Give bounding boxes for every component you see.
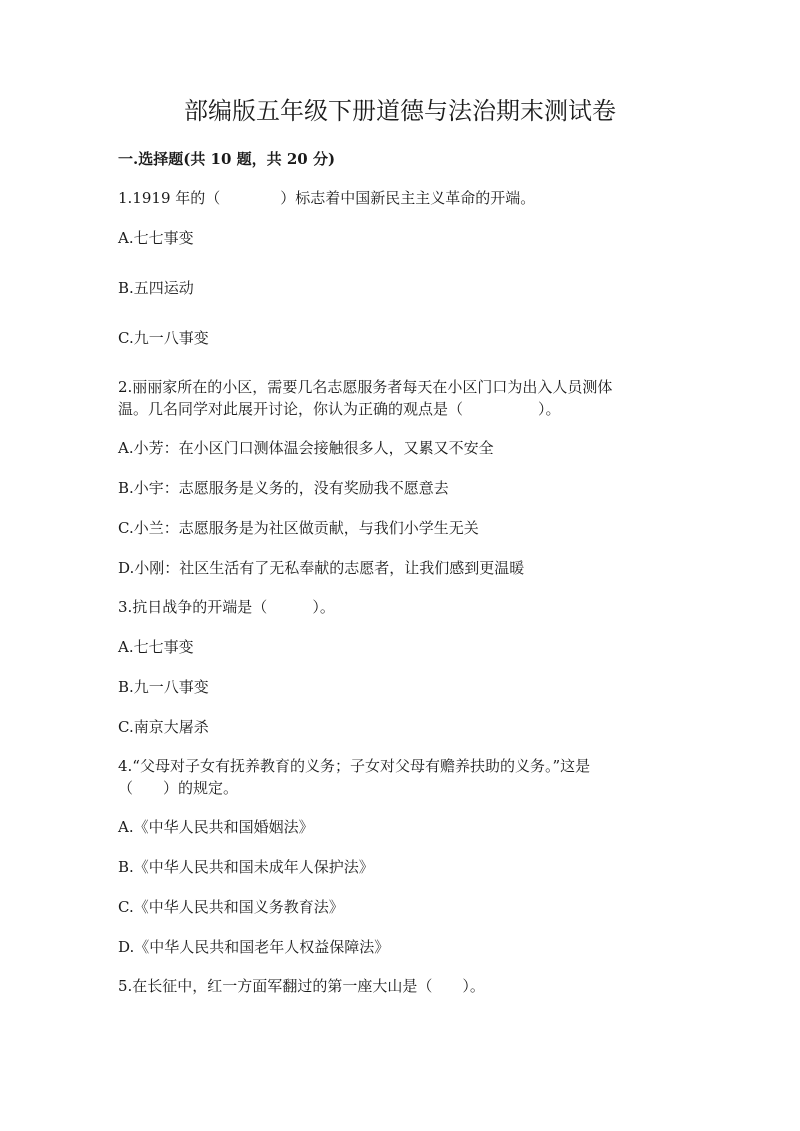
- question-1-option-a: A.七七事变: [118, 229, 194, 247]
- question-2-stem-line-2: 温。几名同学对此展开讨论，你认为正确的观点是（ ）。: [118, 400, 561, 418]
- question-2-option-c: C.小兰：志愿服务是为社区做贡献，与我们小学生无关: [118, 519, 479, 537]
- question-4-stem-line-1: 4.“父母对子女有抚养教育的义务；子女对父母有赡养扶助的义务。”这是: [118, 757, 591, 775]
- question-4-option-a: A.《中华人民共和国婚姻法》: [118, 818, 314, 836]
- question-3-option-c: C.南京大屠杀: [118, 718, 209, 736]
- question-2-option-d: D.小刚：社区生活有了无私奉献的志愿者，让我们感到更温暖: [118, 559, 525, 577]
- question-2-option-a: A.小芳：在小区门口测体温会接触很多人，又累又不安全: [118, 439, 494, 457]
- question-1-option-c: C.九一八事变: [118, 329, 209, 347]
- section-heading: 一.选择题(共 10 题，共 20 分): [118, 150, 336, 168]
- question-4-option-c: C.《中华人民共和国义务教育法》: [118, 898, 344, 916]
- question-1-option-b: B.五四运动: [118, 279, 194, 297]
- question-4-stem-line-2: （ ）的规定。: [118, 779, 239, 797]
- question-3-stem: 3.抗日战争的开端是（ ）。: [118, 598, 335, 616]
- question-3-option-b: B.九一八事变: [118, 678, 209, 696]
- question-4-option-d: D.《中华人民共和国老年人权益保障法》: [118, 938, 390, 956]
- question-3-option-a: A.七七事变: [118, 638, 194, 656]
- question-4-option-b: B.《中华人民共和国未成年人保护法》: [118, 858, 374, 876]
- question-1-stem: 1.1919 年的（ ）标志着中国新民主主义革命的开端。: [118, 189, 536, 207]
- question-2-option-b: B.小宇：志愿服务是义务的，没有奖励我不愿意去: [118, 479, 449, 497]
- question-2-stem-line-1: 2.丽丽家所在的小区，需要几名志愿服务者每天在小区门口为出入人员测体: [118, 378, 613, 396]
- question-5-stem: 5.在长征中，红一方面军翻过的第一座大山是（ ）。: [118, 977, 485, 995]
- page-title: 部编版五年级下册道德与法治期末测试卷: [184, 97, 616, 125]
